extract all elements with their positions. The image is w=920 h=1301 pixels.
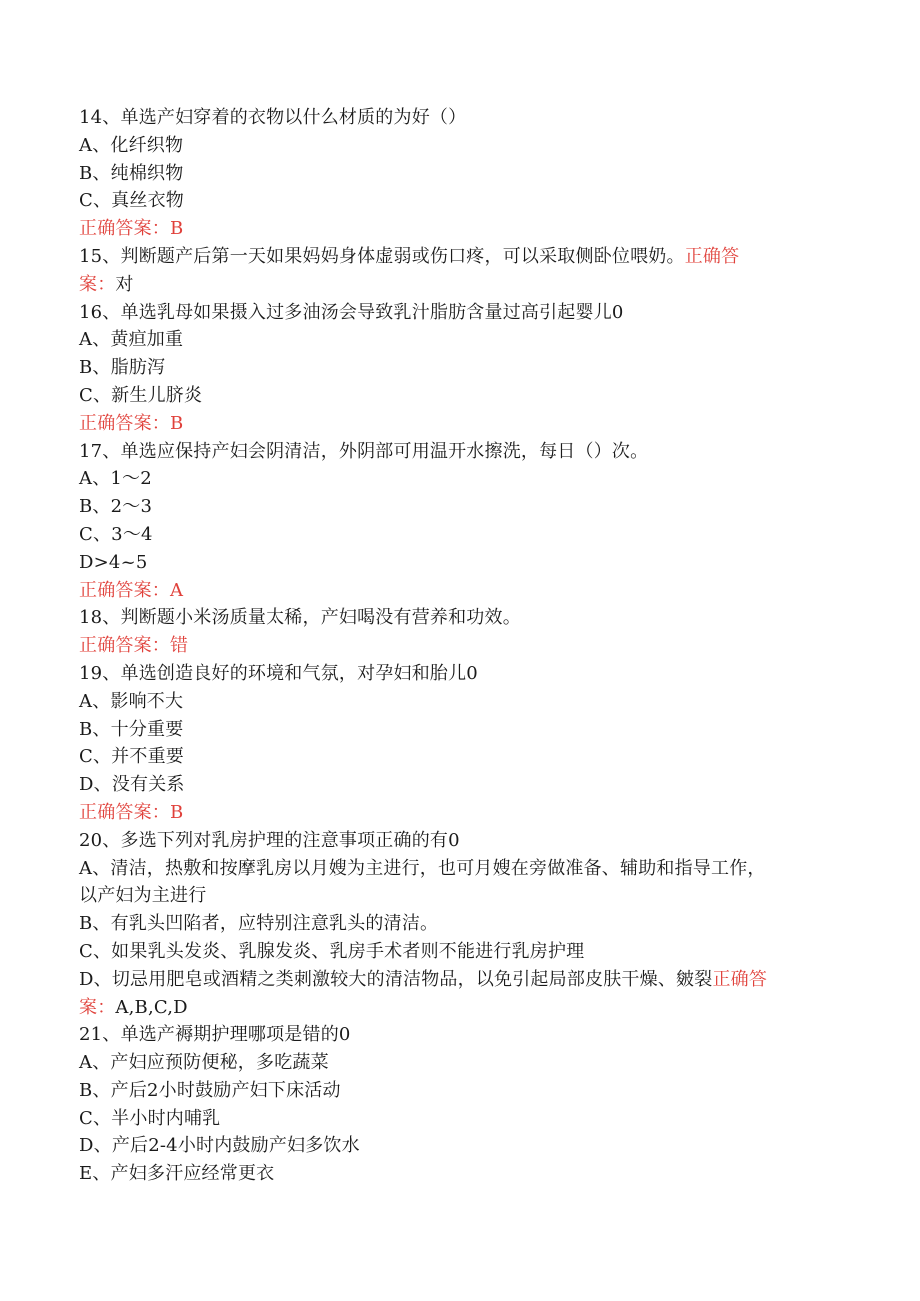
question-19-stem: 19、单选创造良好的环境和气氛，对孕妇和胎儿0 [79,662,478,684]
question-21-option-c: C、半小时内哺乳 [79,1107,221,1129]
question-20-answer-label-start: 正确答 [712,968,768,990]
question-16-stem: 16、单选乳母如果摄入过多油汤会导致乳汁脂肪含量过高引起婴儿0 [79,301,624,323]
question-17-option-d: D>4~5 [79,551,148,573]
question-14-answer: 正确答案：B [79,218,184,240]
question-15-line-1 [79,243,839,271]
question-20-option-b: B、有乳头凹陷者，应特别注意乳头的清洁。 [79,913,439,935]
question-20-option-a-line-2: 以产妇为主进行 [79,885,207,907]
question-19-option-d: D、没有关系 [79,774,185,796]
question-15-answer-value: 对 [115,273,134,295]
question-19-option-b: B、十分重要 [79,718,184,740]
question-15-stem: 15、判断题产后第一天如果妈妈身体虚弱或伤口疼，可以采取侧卧位喂奶。 [79,245,685,267]
question-17-stem: 17、单选应保持产妇会阴清洁，外阴部可用温开水擦洗，每日（）次。 [79,440,649,462]
question-20-option-c: C、如果乳头发炎、乳腺发炎、乳房手术者则不能进行乳房护理 [79,940,585,962]
question-15-answer-label-end: 案： [79,273,116,295]
question-14-option-c: C、真丝衣物 [79,190,184,212]
question-21-stem: 21、单选产褥期护理哪项是错的0 [79,1024,351,1046]
question-14-option-b: B、纯棉织物 [79,162,184,184]
question-16-option-b: B、脂肪泻 [79,357,166,379]
question-19-answer: 正确答案：B [79,801,184,823]
question-16-option-a: A、黄疸加重 [79,329,184,351]
question-14-option-a: A、化纤织物 [79,134,184,156]
question-21-option-d: D、产后2-4小时内鼓励产妇多饮水 [79,1135,360,1157]
question-20-answer-label-end: 案： [79,996,116,1018]
question-15-line-2 [79,271,839,299]
question-21-option-a: A、产妇应预防便秘，多吃蔬菜 [79,1052,329,1074]
question-20-option-d-line-1 [79,966,839,994]
question-14-stem: 14、单选产妇穿着的衣物以什么材质的为好（） [79,107,467,128]
question-16-answer: 正确答案：B [79,412,184,434]
question-17-answer: 正确答案：A [79,579,184,601]
question-20-stem: 20、多选下列对乳房护理的注意事项正确的有0 [79,829,460,851]
question-18-stem: 18、判断题小米汤质量太稀，产妇喝没有营养和功效。 [79,607,521,629]
question-19-option-a: A、影响不大 [79,690,184,712]
question-20-option-d: D、切忌用肥皂或酒精之类刺激较大的清洁物品，以免引起局部皮肤干燥、皴裂 [79,968,713,990]
question-21-option-e: E、产妇多汗应经常更衣 [79,1163,275,1185]
question-15-answer-label-start: 正确答 [684,245,740,267]
question-17-option-c: C、3～4 [79,523,153,545]
question-20-option-d-line-2 [79,994,839,1022]
document-body [79,104,839,1188]
question-21-option-b: B、产后2小时鼓励产妇下床活动 [79,1079,341,1101]
question-17-option-a: A、1～2 [79,468,152,490]
question-20-answer-value: A,B,C,D [115,996,188,1018]
question-16-option-c: C、新生儿脐炎 [79,384,203,406]
question-17-option-b: B、2～3 [79,496,153,518]
question-19-option-c: C、并不重要 [79,746,184,768]
question-18-answer: 正确答案：错 [79,635,189,657]
question-20-option-a-line-1: A、清洁，热敷和按摩乳房以月嫂为主进行，也可月嫂在旁做准备、辅助和指导工作， [79,857,766,879]
